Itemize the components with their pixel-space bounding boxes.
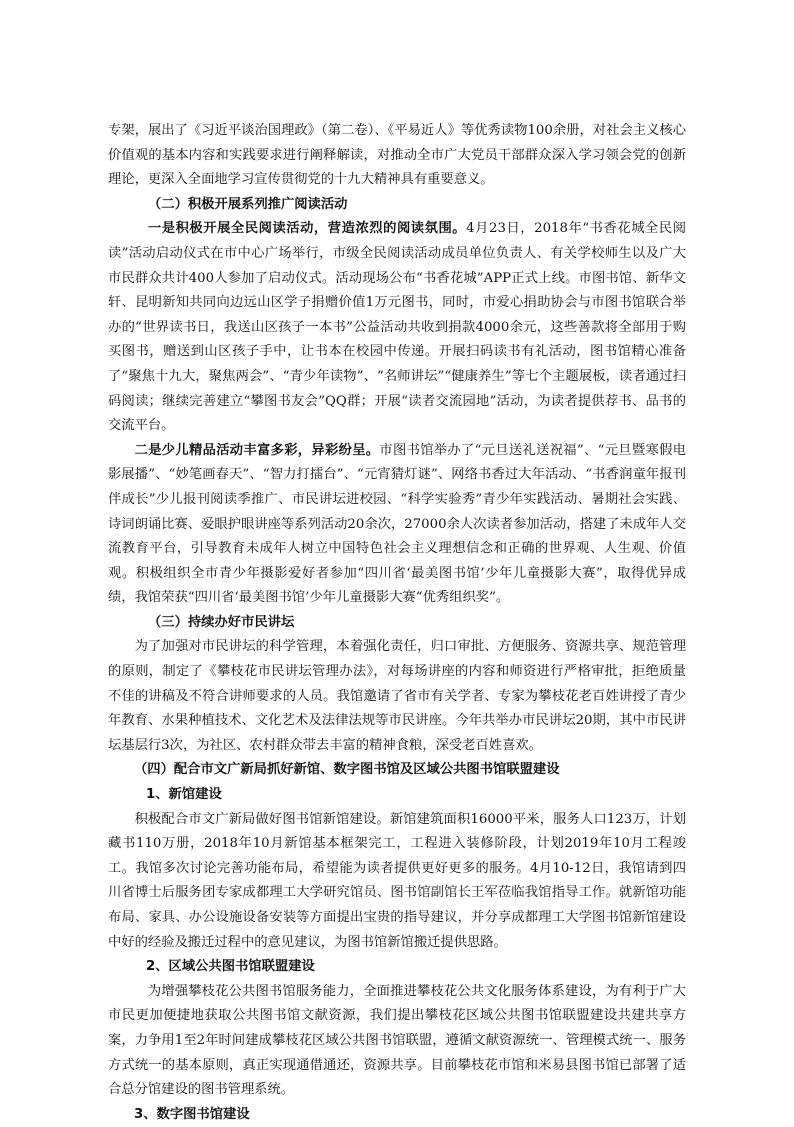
- paragraph-children-activities: [108, 439, 686, 611]
- paragraph-citizen-lectures: 为了加强对市民讲坛的科学管理，本着强化责任，归口审批、方便服务、资源共享、规范管理的原则，制定了《攀枝花市民讲坛管理办法》，对每场讲座的内容和师资进行严格审批，拒绝质量不佳的讲稿及不符合讲师要求的人员。我馆邀请了省市有关学者、专家为攀枝花老百姓讲授了青少年教育、水果种植技术、文化艺术及法律法规等市民讲座。今年共举办市民讲坛20期，其中市民讲坛基层行3次，为社区、农村群众带去丰富的精神食粮，深受老百姓喜欢。: [108, 639, 686, 753]
- paragraph-lead-1: 一是积极开展全民阅读活动，营造浓烈的阅读氛围。: [147, 221, 467, 237]
- subsection-heading-2: 2、区域公共图书馆联盟建设: [146, 959, 315, 975]
- paragraph-library-alliance: 为增强攀枝花公共图书馆服务能力，全面推进攀枝花公共文化服务体系建设，为有利于广大市民更加便捷地获取公共图书馆文献资源，我们提出攀枝花区域公共图书馆联盟建设共建共享方案，力争用1至2年时间建成攀枝花区域公共图书馆联盟，遵循文献资源统一、管理模式统一、服务方式统一的基本原则，真正实现通借通还，资源共享。目前攀枝花市馆和米易县图书馆已部署了适合总分馆建设的图书管理系统。: [108, 983, 686, 1098]
- section-heading-4: （四）配合市文广新局抓好新馆、数字图书馆及区域公共图书馆联盟建设: [134, 762, 560, 778]
- paragraph-intro-continued: 专架，展出了《习近平谈治国理政》（第二卷）、《平易近人》等优秀读物100余册，对社会主义核心价值观的基本内容和实践要求进行阐释解读，对推动全市广大党员干部群众深入学习领会党的创新理论，更深入全面地学习宣传贯彻党的十九大精神具有重要意义。: [108, 123, 686, 188]
- paragraph-body-2: 市图书馆举办了“元旦送礼送祝福”、“元旦暨寒假电影展播”、“妙笔画春天”、“智力打擂台”、“元宵猜灯谜”、网络书香过大年活动、“书香润童年报刊伴成长”少儿报刊阅读季推广、市民讲坛进校园、“科学实验秀”青少年实践活动、暑期社会实践、诗词朗诵比赛、爱眼护眼讲座等系列活动20余次，27000余人次读者参加活动，搭建了未成年人交流教育平台，引导教育未成年人树立中国特色社会主义理想信念和正确的世界观、人生观、价值观。积极组织全市青少年摄影爱好者参加“四川省‘最美图书馆’少年儿童摄影大赛”，取得优异成绩，我馆荣获“四川省‘最美图书馆’少年儿童摄影大赛“优秀组织奖”。: [108, 442, 686, 606]
- subsection-heading-1: 1、新馆建设: [146, 787, 222, 803]
- section-heading-2: （二）积极开展系列推广阅读活动: [148, 196, 348, 212]
- paragraph-new-library: 积极配合市文广新局做好图书馆新馆建设。新馆建筑面积16000平米，服务人口123万，计划藏书110万册，2018年10月新馆基本框架完工，工程进入装修阶段，计划2019年10月工程竣工。我馆多次讨论完善功能布局，希望能为读者提供更好更多的服务。4月10-12日，我馆请到四川省博士后服务团专家成都理工大学研究馆员、图书馆副馆长王军莅临我馆指导工作。就新馆功能布局、家具、办公设施设备安装等方面提出宝贵的指导建议，并分享成都理工大学图书馆新馆建设中好的经验及搬迁过程中的意见建议，为图书馆新馆搬迁提供思路。: [108, 811, 686, 950]
- paragraph-body-1: 4月23日，2018年“书香花城全民阅读”活动启动仪式在市中心广场举行，市级全民阅读活动成员单位负责人、有关学校师生以及广大市民群众共计400人参加了启动仪式。活动现场公布“书香花城”APP正式上线。市图书馆、新华文轩、昆明新知共同向边远山区学子捐赠价值1万元图书，同时，市爱心捐助协会与市图书馆联合举办的“世界读书日，我送山区孩子一本书”公益活动共收到捐款4000余元，这些善款将全部用于购买图书，赠送到山区孩子手中，让书本在校园中传递。开展扫码读书有礼活动，图书馆精心准备了“聚焦十九大，聚焦两会”、“青少年读物”、“名师讲坛”“健康养生”等七个主题展板，读者通过扫码阅读；继续完善建立“攀图书友会”QQ群；开展“读者交流园地”活动，为读者提供荐书、品书的交流平台。: [108, 221, 687, 434]
- document-body: [108, 119, 686, 1127]
- subsection-heading-3: 3、数字图书馆建设: [134, 1106, 250, 1122]
- section-heading-3: （三）持续办好市民讲坛: [148, 614, 295, 630]
- paragraph-lead-2: 二是少儿精品活动丰富多彩，异彩纷呈。: [134, 442, 380, 458]
- paragraph-reading-activities: [108, 217, 686, 438]
